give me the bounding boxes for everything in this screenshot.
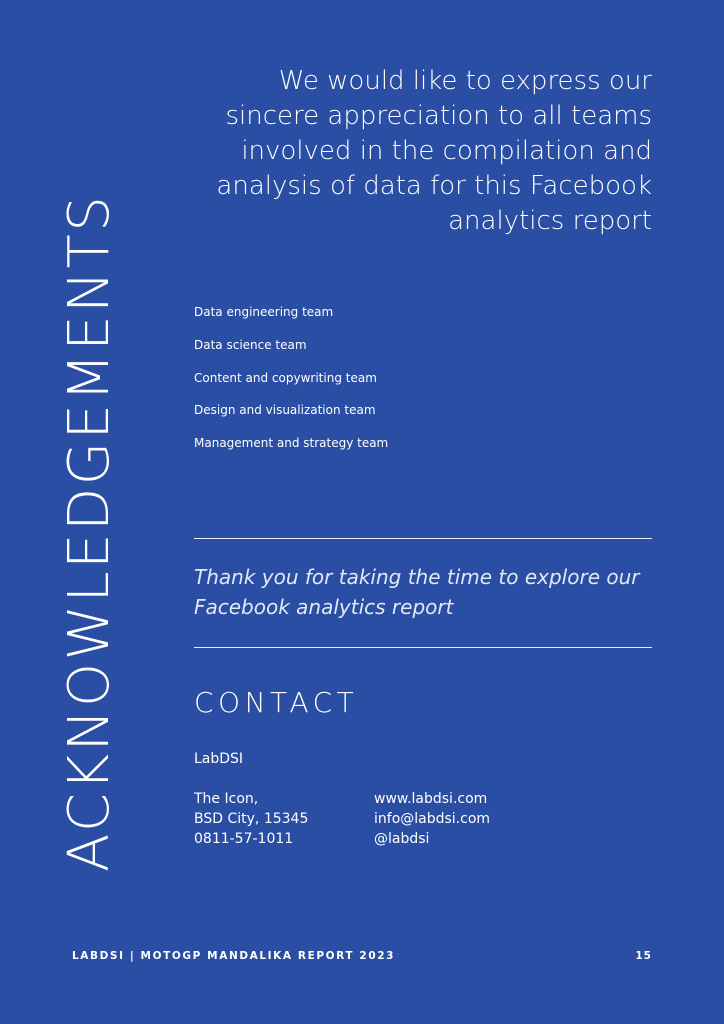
website-link[interactable]: www.labdsi.com	[374, 791, 488, 807]
thank-you-text: Thank you for taking the time to explore our Facebook analytics report	[194, 565, 640, 619]
divider-top	[194, 538, 652, 539]
contact-links	[374, 789, 490, 849]
contact-org-name: LabDSI	[194, 751, 244, 767]
page-number: 15	[635, 950, 652, 962]
team-list-item: Data science team	[194, 337, 307, 352]
email-link[interactable]: info@labdsi.com	[374, 811, 491, 827]
social-handle-link[interactable]: @labdsi	[374, 831, 430, 847]
vertical-section-title: ACKNOWLEDGEMENTS	[57, 193, 122, 872]
address-line: BSD City, 15345	[194, 811, 309, 827]
intro-paragraph: We would like to express our sincere appreciation to all teams involved in the compilation and analysis of data for this Facebook analytics report	[216, 66, 652, 236]
team-list-item: Content and copywriting team	[194, 370, 377, 385]
address-line: The Icon,	[194, 791, 259, 807]
team-list-item: Design and visualization team	[194, 403, 376, 418]
contact-address	[194, 789, 308, 849]
team-list-item: Data engineering team	[194, 305, 334, 319]
divider-bottom	[194, 647, 652, 648]
phone-number: 0811-57-1011	[194, 831, 294, 847]
team-list-item: Management and strategy team	[194, 436, 389, 451]
contact-heading: CONTACT	[194, 686, 359, 719]
footer-report-title: LABDSI | MOTOGP MANDALIKA REPORT 2023	[72, 950, 396, 962]
team-list	[194, 304, 388, 468]
